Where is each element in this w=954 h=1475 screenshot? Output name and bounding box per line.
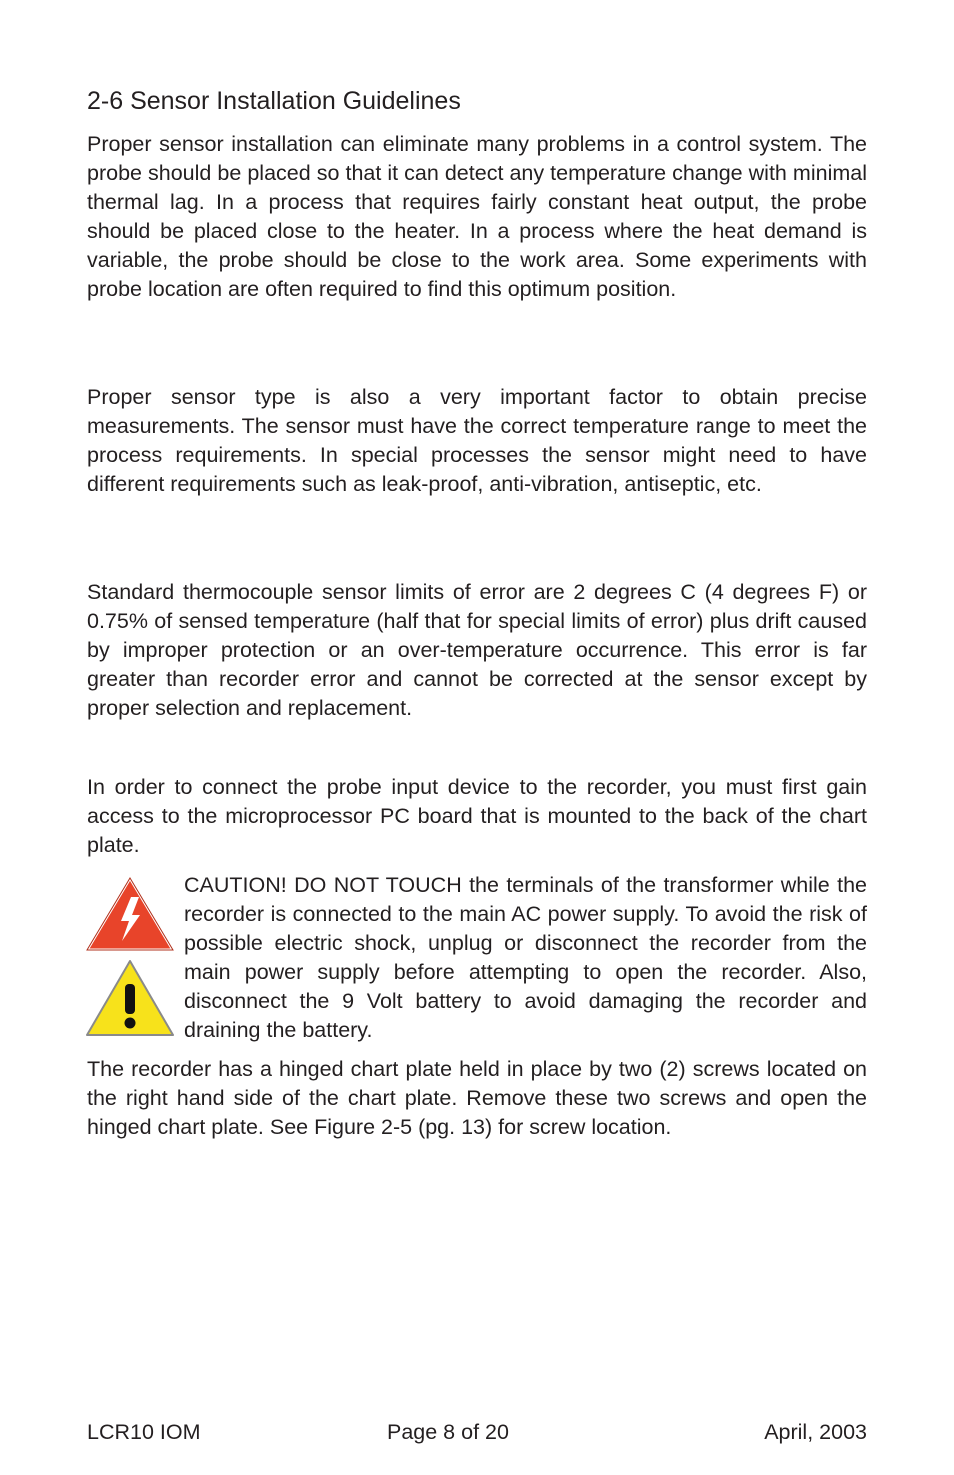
warning-icons <box>84 875 176 1038</box>
caution-block <box>84 871 868 1046</box>
paragraph-sensor-installation: Proper sensor installation can eliminate many problems in a control system. The probe should be placed so that it can detect any temperature change with minimal thermal lag. In a process that requires fairly constant heat output, the probe should be placed close to the heater. In a process where the heat demand is variable, the probe should be close to the work area. Some experiments with probe location are often required to find this optimum position. <box>87 132 867 301</box>
paragraph-connect-probe: In order to connect the probe input device to the recorder, you must first gain access to the microprocessor PC board that is mounted to the back of the chart plate. <box>87 775 867 857</box>
caution-text: CAUTION! DO NOT TOUCH the terminals of the transformer while the recorder is connected to the main AC power supply. To avoid the risk of possible electric shock, unplug or disconnect the recorder from the main power supply before attempting to open the recorder. Also, disconnect the 9 Volt battery to avoid damaging the recorder and draining the battery. <box>184 873 867 1042</box>
footer-date: April, 2003 <box>764 1420 867 1444</box>
section-heading: 2-6 Sensor Installation Guidelines <box>87 87 461 115</box>
paragraph-sensor-type: Proper sensor type is also a very important factor to obtain precise measurements. The sensor must have the correct temperature range to meet the process requirements. In special processes the sensor might need to have different requirements such as leak-proof, anti-vibration, antiseptic, etc. <box>87 385 867 496</box>
footer-page-number: Page 8 of 20 <box>387 1420 509 1444</box>
electric-shock-warning-icon <box>84 875 176 953</box>
paragraph-limits-of-error: Standard thermocouple sensor limits of error are 2 degrees C (4 degrees F) or 0.75% of sensed temperature (half that for special limits of error) plus drift caused by improper protection or an over-temperature occurrence. This error is far greater than recorder error and cannot be corrected at the sensor except by proper selection and replacement. <box>87 580 867 720</box>
general-warning-icon <box>84 958 176 1038</box>
paragraph-hinged-chart-plate: The recorder has a hinged chart plate held in place by two (2) screws located on the right hand side of the chart plate. Remove these two screws and open the hinged chart plate. See Figure 2-5 (pg. 13) for screw location. <box>87 1057 867 1139</box>
page-footer <box>87 1417 867 1447</box>
footer-document-id: LCR10 IOM <box>87 1420 201 1444</box>
